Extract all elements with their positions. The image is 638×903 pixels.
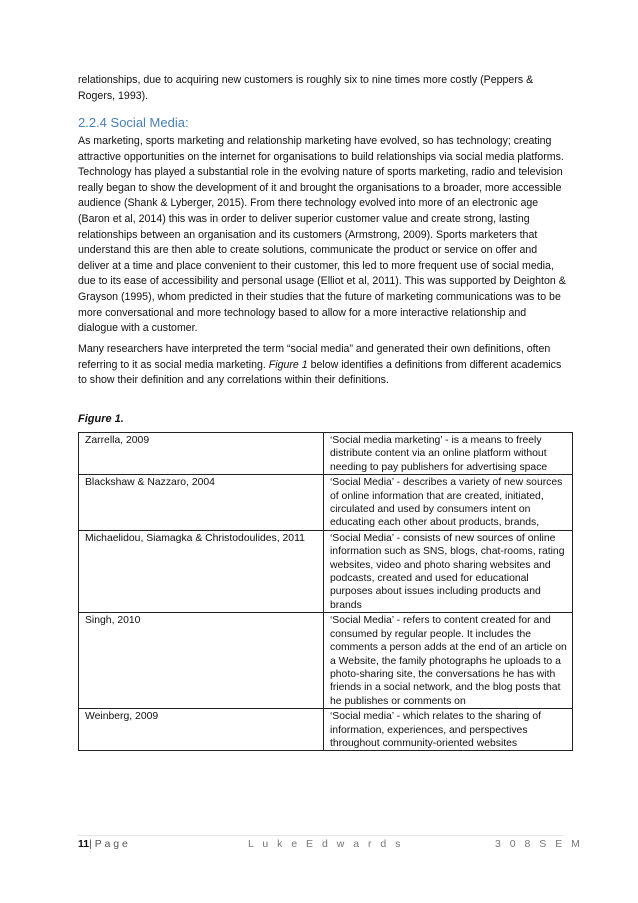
table-row [79,709,573,751]
source-cell: Singh, 2010 [79,613,324,709]
definition-cell: ‘Social media marketing’ - is a means to freely distribute content via an online platform without needing to pay publishers for advertising space [324,433,573,475]
footer-page-label [78,838,128,850]
footer-student-id: 3 0 8 S E M [495,838,583,850]
footer-divider [78,835,563,836]
intro-paragraph: relationships, due to acquiring new customers is roughly six to nine times more costly (Peppers & Rogers, 1993). [78,74,534,102]
source-cell: Zarrella, 2009 [79,433,324,475]
definition-cell: ‘Social Media’ - consists of new sources of online information such as SNS, blogs, chat-rooms, rating websites, video and photo sharing websites and podcasts, created and used for educational purposes about issues including products and brands [324,530,573,612]
table-row [79,433,573,475]
paragraph-definitions-intro [78,342,568,389]
paragraph-social-media-evolution: As marketing, sports marketing and relationship marketing have evolved, so has technology; creating attractive opportunities on the internet for organisations to build relationships via social media platforms. Technology has played a substantial role in the evolving nature of sports marketing, radio and television really began to show the development of it and brought the organisations to a broader, more accessible audience (Shank & Lyberger, 2015). From there technology evolved into more of an electronic age (Baron et al, 2014) this was in order to deliver superior customer value and create strong, lasting relationships between an organisation and its customers (Armstrong, 2009). Sports marketers that understand this are then able to create solutions, communicate the product or service on offer and deliver at a time and place convenient to their customer, this led to more frequent use of social media, due to its ease of accessibility and personal usage (Elliot et al, 2011). This was supported by Deighton & Grayson (1995), whom predicted in their studies that the future of marketing communications was to be more conversational and more technology based to allow for a more interactive relationship and dialogue with a customer. [78,135,566,335]
footer-author: L u k e E d w a r d s [248,838,404,850]
table-row [79,475,573,531]
source-cell: Michaelidou, Siamagka & Christodoulides, 2011 [79,530,324,612]
paragraph-text-start: Many researchers have interpreted the term “social media” and generated their own definitions, often referring to it as social media marketing. [78,343,551,371]
source-cell: Weinberg, 2009 [79,709,324,751]
page-word: | P a g e [89,838,128,850]
paragraph-text-end: below identifies a definitions from different academics to show their definition and any correlations within their definitions. [78,358,562,387]
figure-label: Figure 1. [78,413,124,425]
table-row [79,613,573,709]
definition-cell: ‘Social Media’ - describes a variety of new sources of online information that are created, initiated, circulated and used by consumers intent on educating each other about products, brands, [324,475,573,531]
figure-reference: Figure 1 [268,358,308,371]
source-cell: Blackshaw & Nazzaro, 2004 [79,475,324,531]
definition-cell: ‘Social media’ - which relates to the sharing of information, experiences, and perspectives throughout community-oriented websites [324,709,573,751]
page-number: 11 [78,838,90,850]
section-heading: 2.2.4 Social Media: [78,115,189,130]
definition-cell: ‘Social Media’ - refers to content created for and consumed by regular people. It includes the comments a person adds at the end of an article on a Website, the family photographs he uploads to a photo-sharing site, the conversations he has with friends in a social network, and the blog posts that he publishes or comments on [324,613,573,709]
definitions-table [78,432,573,751]
table-row [79,530,573,612]
